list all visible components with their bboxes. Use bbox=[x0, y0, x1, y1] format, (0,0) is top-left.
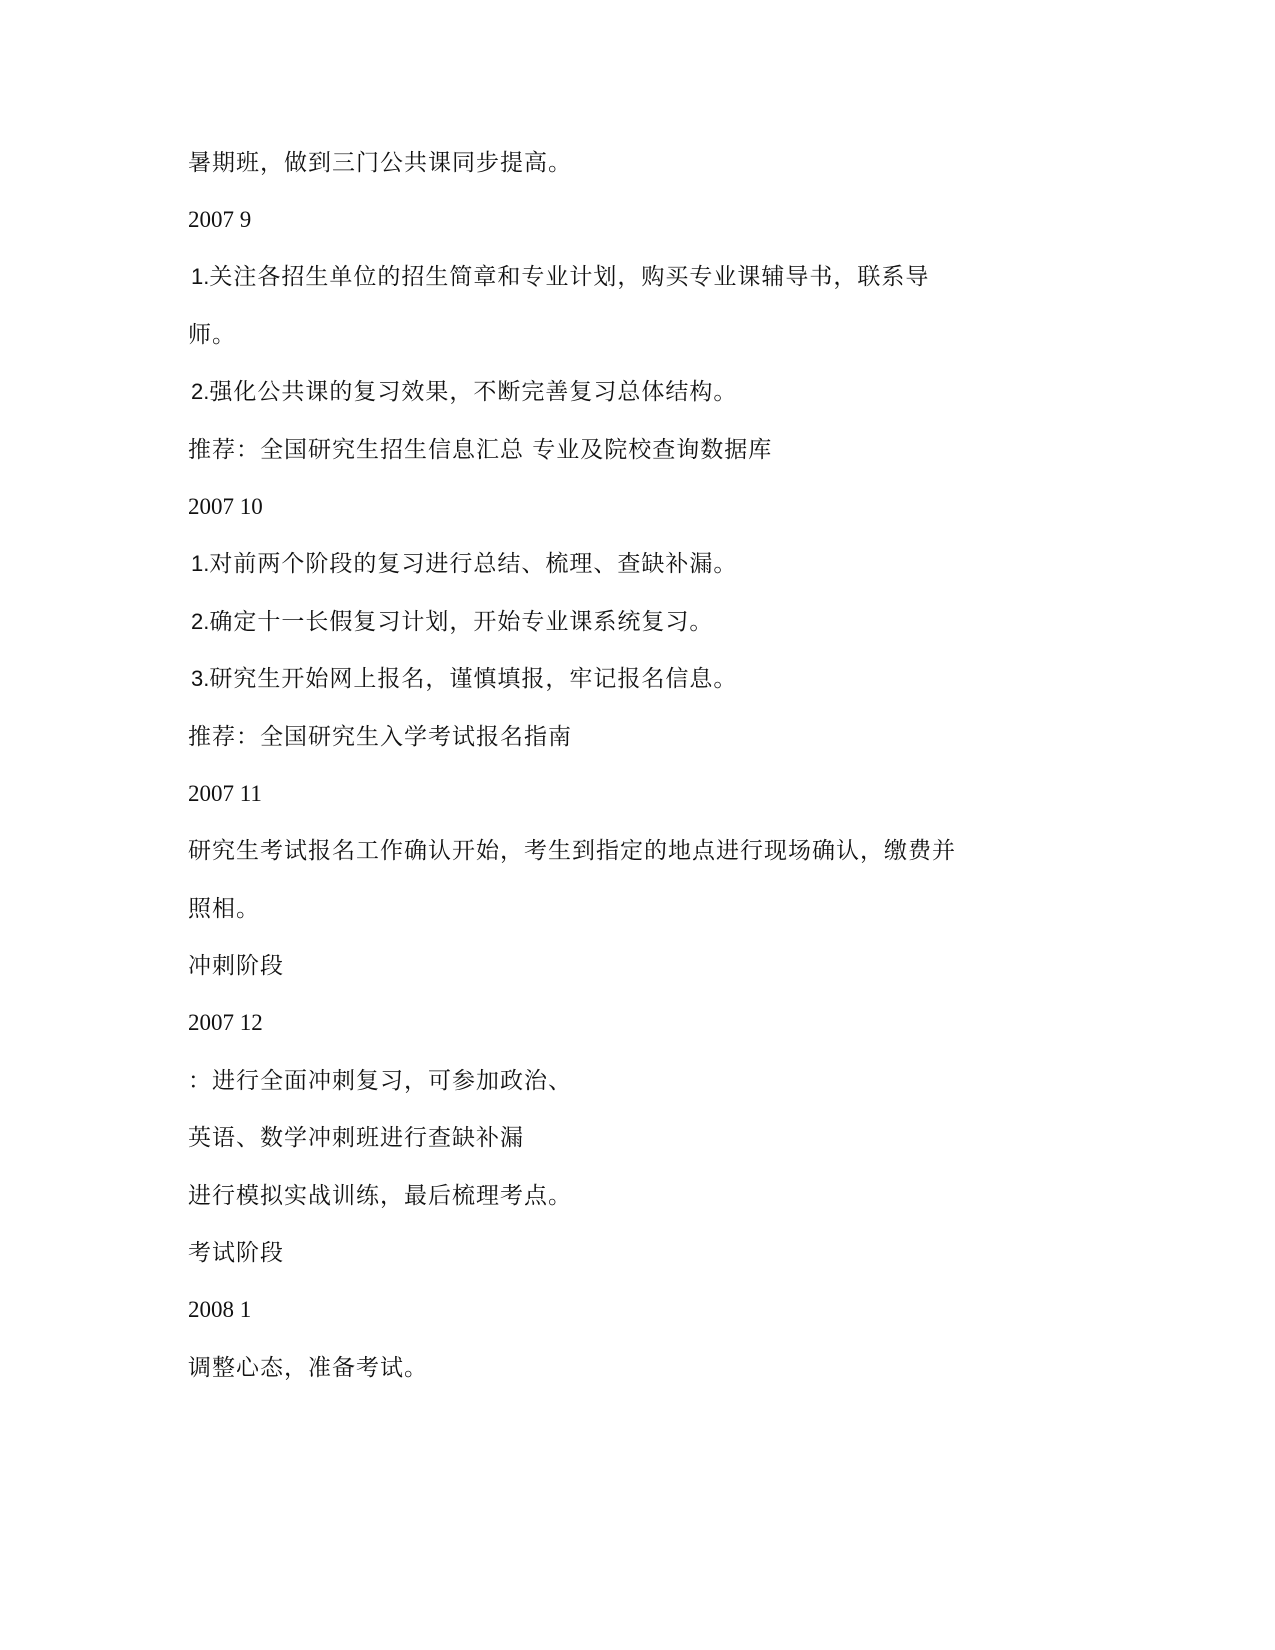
text-line-sprint-classes bbox=[188, 1123, 524, 1153]
date-heading-2008-1 bbox=[188, 1295, 251, 1325]
date-heading-2007-10 bbox=[188, 492, 263, 522]
text-line-registration bbox=[188, 836, 956, 866]
date-heading-2007-11 bbox=[188, 779, 262, 809]
list-item-text: 确定十一长假复习计划，开始专业课系统复习。 bbox=[209, 609, 714, 635]
date-heading-2007-12 bbox=[188, 1008, 263, 1038]
date-text: 2007 11 bbox=[188, 781, 262, 806]
recommendation-line bbox=[188, 722, 572, 752]
section-heading-sprint bbox=[188, 951, 284, 981]
date-text: 2008 1 bbox=[188, 1297, 252, 1322]
list-index: 3. bbox=[191, 666, 210, 691]
text-line-content: 调整心态，准备考试。 bbox=[188, 1355, 428, 1381]
list-item-1 bbox=[188, 549, 737, 579]
list-item-2 bbox=[188, 607, 713, 637]
text-line-mock-training bbox=[188, 1181, 572, 1211]
text-line-summer-class bbox=[188, 148, 572, 178]
list-item-2 bbox=[188, 377, 737, 407]
recommendation-text: 推荐：全国研究生招生信息汇总 专业及院校查询数据库 bbox=[188, 437, 773, 463]
text-line-prepare-exam bbox=[188, 1353, 428, 1383]
list-index: 2. bbox=[191, 379, 210, 404]
section-heading-text: 冲刺阶段 bbox=[188, 953, 284, 979]
list-item-1 bbox=[188, 262, 929, 292]
list-item-3 bbox=[188, 664, 737, 694]
section-heading-exam bbox=[188, 1238, 284, 1268]
text-line-continuation bbox=[188, 894, 260, 924]
list-index: 1. bbox=[191, 551, 210, 576]
text-line-content: 暑期班，做到三门公共课同步提高。 bbox=[188, 150, 572, 176]
text-line-content: 研究生考试报名工作确认开始，考生到指定的地点进行现场确认，缴费并 bbox=[188, 838, 956, 864]
date-text: 2007 9 bbox=[188, 207, 252, 232]
text-line-content: 照相。 bbox=[188, 896, 260, 922]
recommendation-text: 推荐：全国研究生入学考试报名指南 bbox=[188, 724, 572, 750]
text-line-content: 英语、数学冲刺班进行查缺补漏 bbox=[188, 1125, 524, 1151]
list-index: 1. bbox=[191, 264, 210, 289]
list-item-text: 研究生开始网上报名，谨慎填报，牢记报名信息。 bbox=[209, 666, 738, 692]
date-heading-2007-9 bbox=[188, 205, 251, 235]
recommendation-line bbox=[188, 435, 772, 465]
text-line-content: ：进行全面冲刺复习，可参加政治、 bbox=[188, 1068, 572, 1094]
list-item-text: 关注各招生单位的招生简章和专业计划，购买专业课辅导书，联系导 bbox=[209, 264, 930, 290]
date-text: 2007 12 bbox=[188, 1010, 263, 1035]
list-item-text: 对前两个阶段的复习进行总结、梳理、查缺补漏。 bbox=[209, 551, 738, 577]
date-text: 2007 10 bbox=[188, 494, 263, 519]
list-item-text: 强化公共课的复习效果，不断完善复习总体结构。 bbox=[209, 379, 738, 405]
list-index: 2. bbox=[191, 609, 210, 634]
text-line-sprint-review bbox=[188, 1066, 572, 1096]
text-line-continuation bbox=[188, 320, 236, 350]
text-line-content: 进行模拟实战训练，最后梳理考点。 bbox=[188, 1183, 572, 1209]
text-line-content: 师。 bbox=[188, 322, 236, 348]
section-heading-text: 考试阶段 bbox=[188, 1240, 284, 1266]
